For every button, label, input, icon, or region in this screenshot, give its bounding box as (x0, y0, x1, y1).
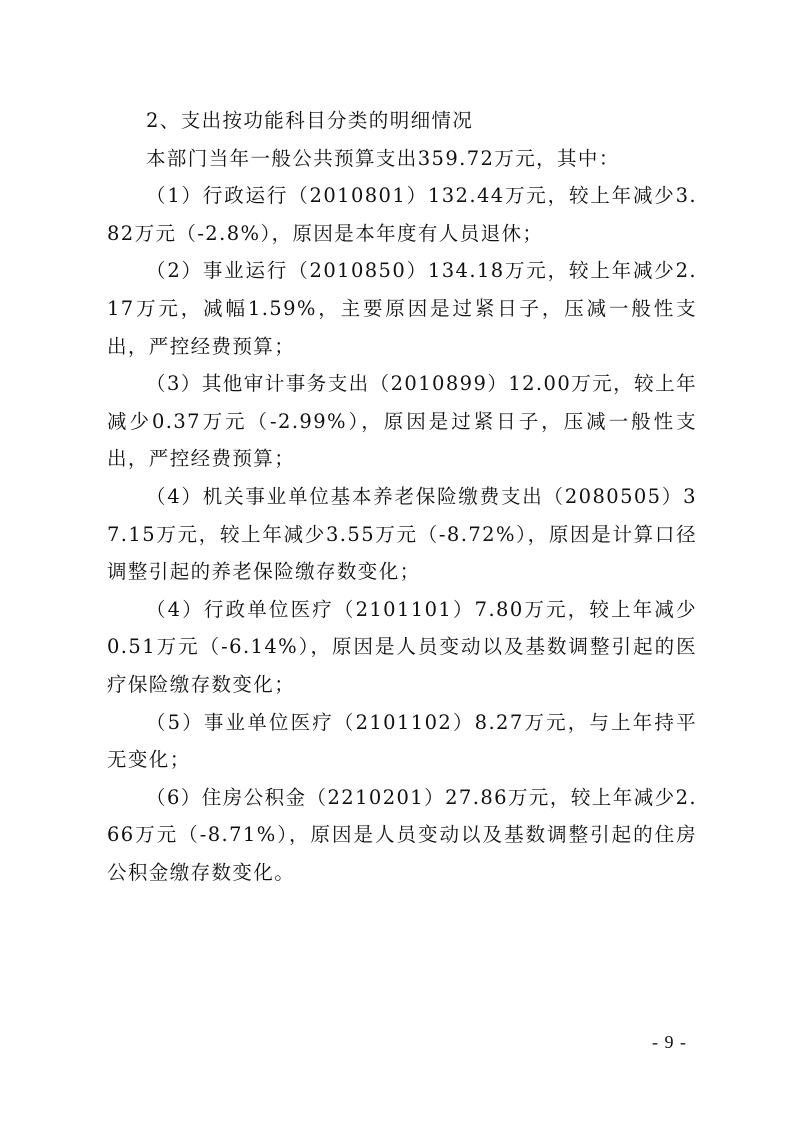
paragraph-item-4-admin-medical: （4）行政单位医疗（2101101）7.80万元，较上年减少0.51万元（-6.14%），原因是人员变动以及基数调整引起的医疗保险缴存数变化； (107, 597, 697, 696)
paragraph-item-6-housing-fund: （6）住房公积金（2210201）27.86万元，较上年减少2.66万元（-8.71%），原因是人员变动以及基数调整引起的住房公积金缴存数变化。 (107, 785, 697, 884)
paragraph-item-5-institution-medical: （5）事业单位医疗（2101102）8.27万元，与上年持平无变化； (107, 710, 697, 772)
paragraph-summary: 本部门当年一般公共预算支出359.72万元，其中： (146, 146, 620, 170)
document-body (107, 102, 697, 891)
paragraph-item-2-institution-operation: （2）事业运行（2010850）134.18万元，较上年减少2.17万元，减幅1.59%，主要原因是过紧日子，压减一般性支出，严控经费预算； (107, 259, 697, 358)
page-number: - 9 - (652, 1032, 687, 1052)
paragraph-item-1-admin-operation: （1）行政运行（2010801）132.44万元，较上年减少3.82万元（-2.8%），原因是本年度有人员退休； (107, 184, 697, 245)
paragraph-item-4-pension-insurance: （4）机关事业单位基本养老保险缴费支出（2080505）37.15万元，较上年减少3.55万元（-8.72%），原因是计算口径调整引起的养老保险缴存数变化； (107, 484, 697, 584)
paragraph-item-3-other-audit: （3）其他审计事务支出（2010899）12.00万元，较上年减少0.37万元（-2.99%），原因是过紧日子，压减一般性支出，严控经费预算； (107, 372, 697, 471)
section-heading: 2、支出按功能科目分类的明细情况 (146, 109, 474, 132)
